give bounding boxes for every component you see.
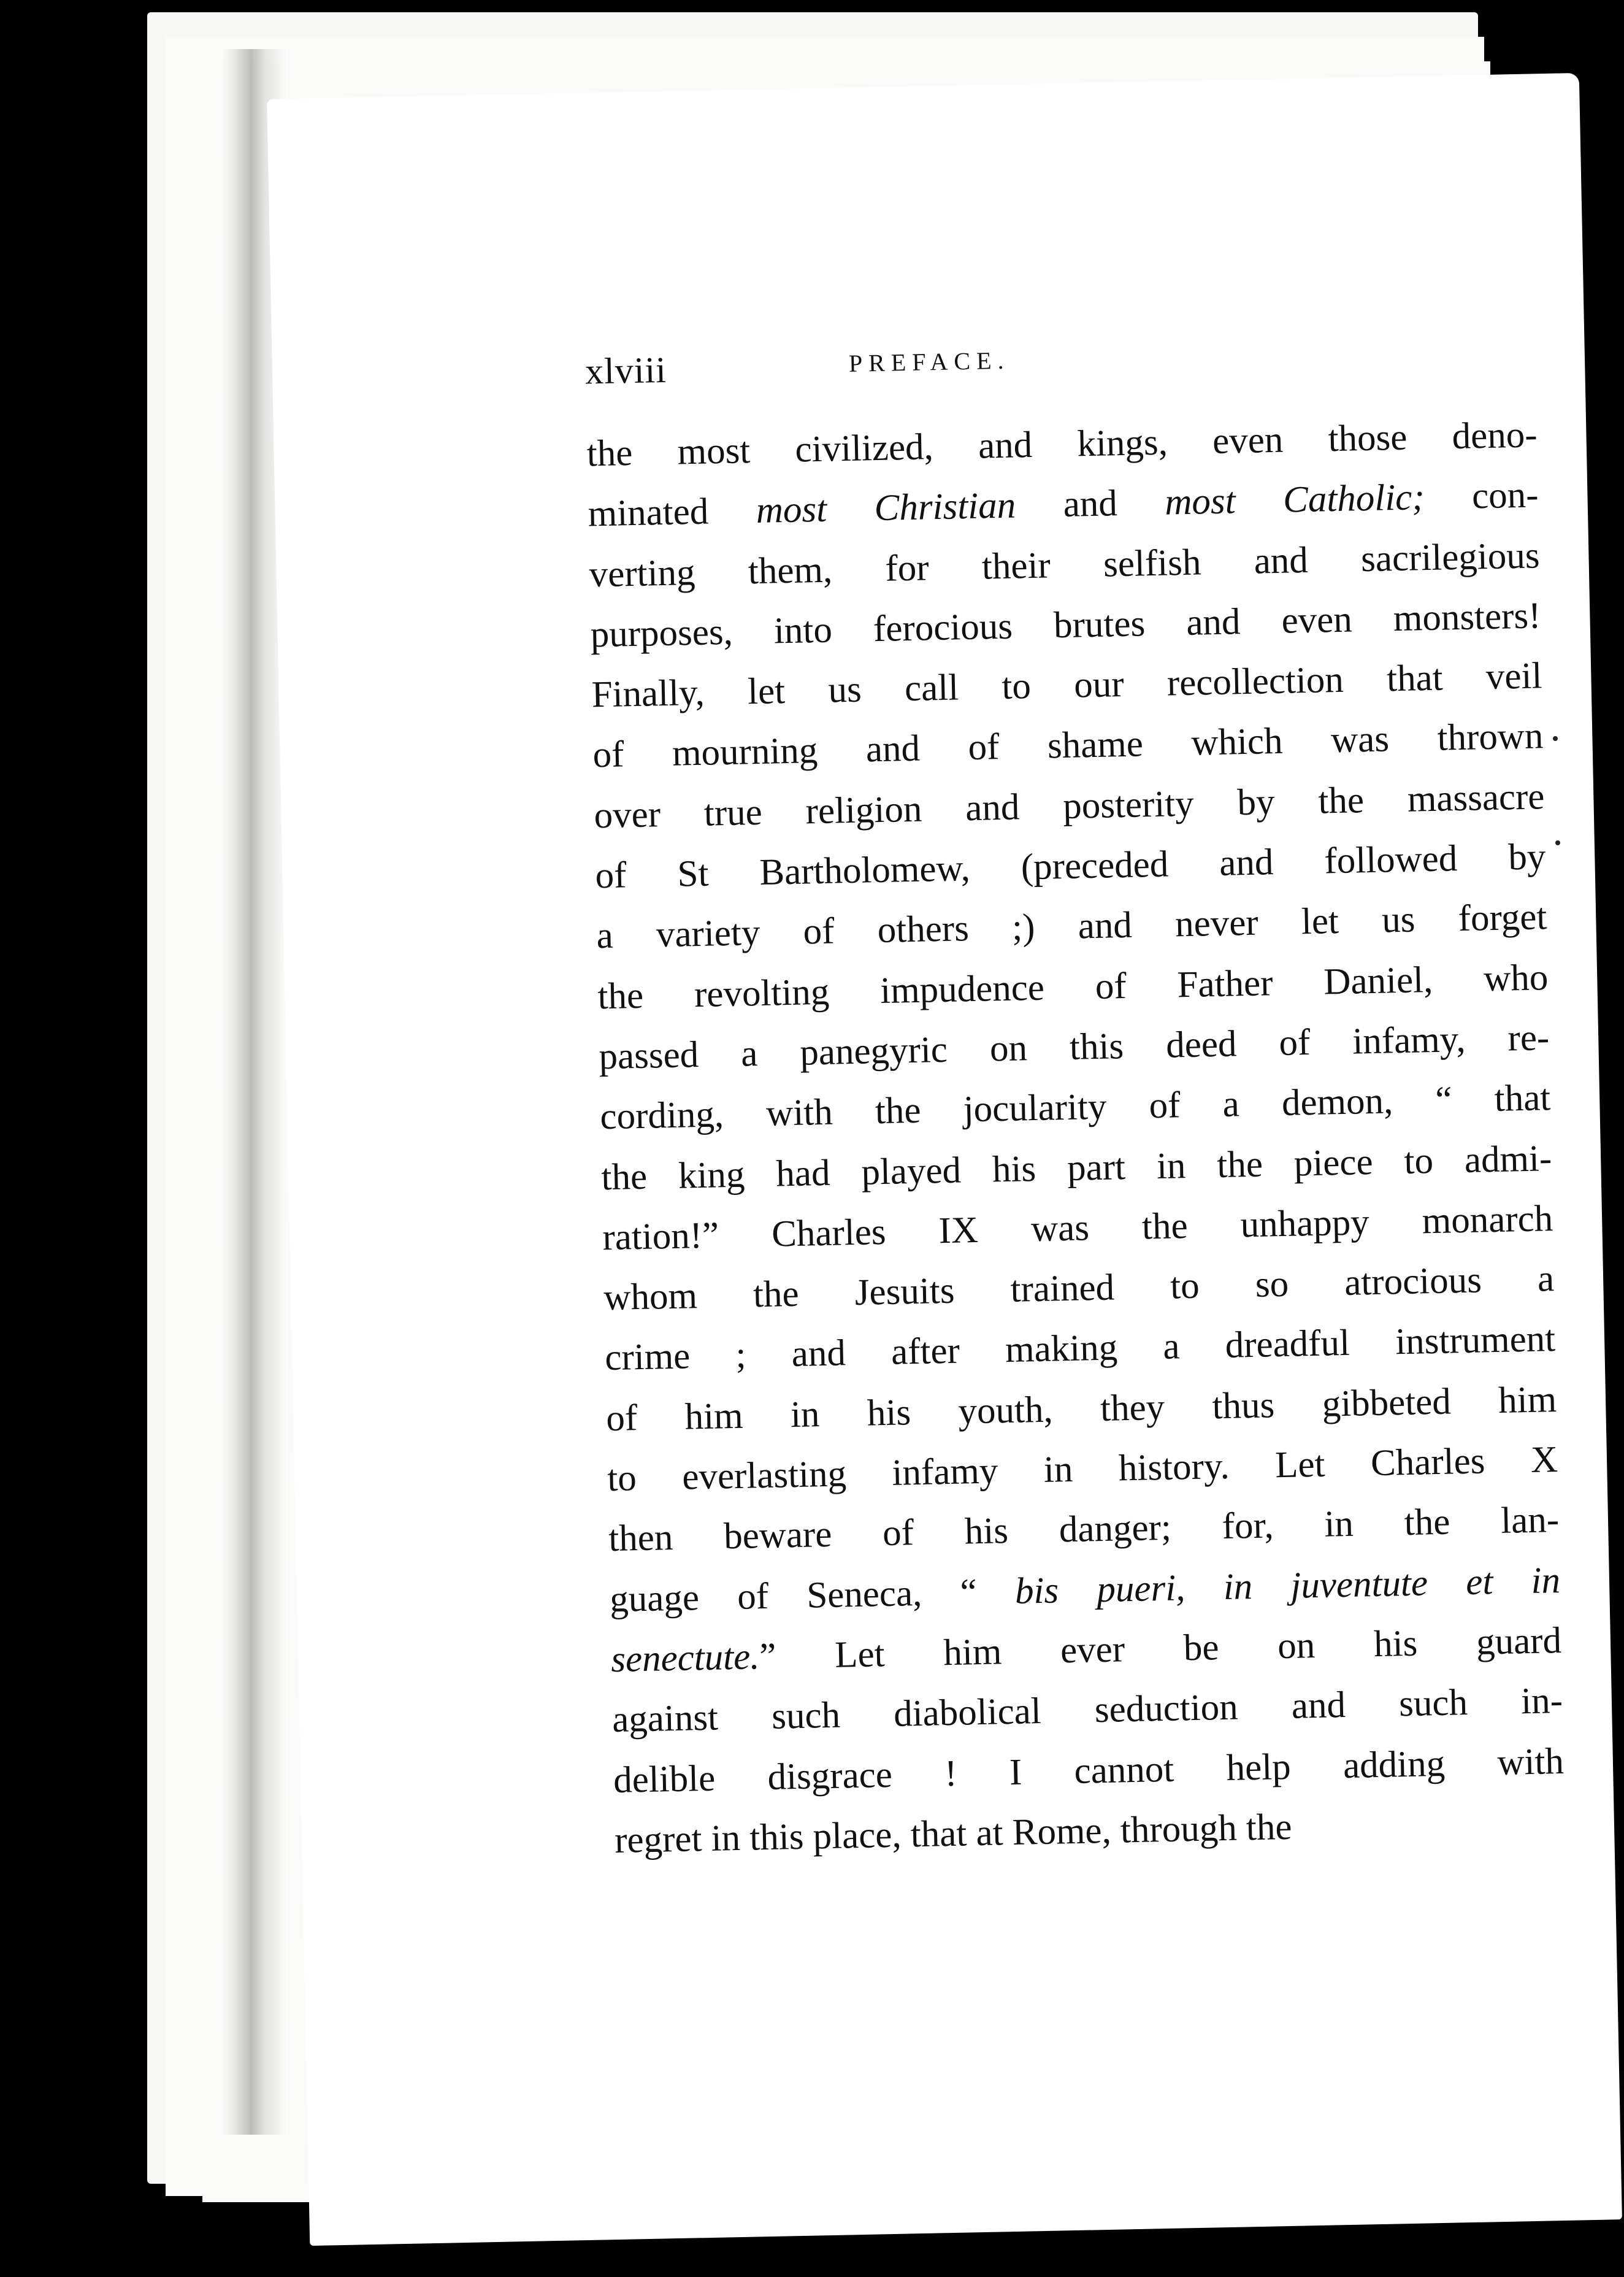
text-segment: of St Bartholomew, (preceded and followed by [594, 836, 1546, 897]
text-segment: ration!” Charles IX was the unhappy monarch [602, 1197, 1553, 1259]
text-segment: the revolting impudence of Father Daniel, who [597, 956, 1549, 1017]
text-segment: Finally, let us call to our recollection that veil [591, 655, 1543, 716]
text-segment: then beware of his danger; for, in the lan- [608, 1499, 1560, 1560]
text-segment: of mourning and of shame which was thrown [592, 715, 1544, 776]
text-segment: crime ; and after making a dreadful instrument [604, 1318, 1556, 1379]
text-segment: ” Let him ever be on his guard [759, 1619, 1562, 1678]
italic-text: bis pueri, in juventute et in [1014, 1559, 1561, 1612]
text-segment: the most civilized, and kings, even those deno- [586, 414, 1538, 475]
text-segment: minated [588, 490, 757, 535]
body-text [586, 405, 1566, 1871]
text-segment: delible disgrace ! I cannot help adding with [613, 1740, 1565, 1801]
page-header [584, 332, 1518, 418]
text-segment: and [1015, 482, 1166, 526]
text-segment: purposes, into ferocious brutes and even monsters! [590, 595, 1542, 656]
italic-text: senectute. [610, 1636, 760, 1681]
scan-speck [1553, 736, 1558, 741]
text-segment: a variety of others ;) and never let us forget [596, 896, 1547, 957]
text-segment: whom the Jesuits trained to so atrocious a [603, 1258, 1555, 1319]
text-segment: against such diabolical seduction and such in- [611, 1680, 1563, 1741]
text-segment: guage of Seneca, “ [609, 1570, 1016, 1620]
text-segment: the king had played his part in the piece to admi- [600, 1137, 1552, 1198]
italic-text: most Christian [756, 485, 1016, 532]
book-page [267, 73, 1622, 2246]
scan-speck [1555, 840, 1560, 845]
text-segment: con- [1423, 474, 1539, 518]
running-head: PREFACE. [848, 346, 1010, 377]
text-segment: regret in this place, that at Rome, through the [614, 1806, 1293, 1861]
text-segment: verting them, for their selfish and sacrilegious [589, 534, 1541, 596]
text-segment: to everlasting infamy in history. Let Charles X [607, 1439, 1558, 1500]
text-segment: cording, with the jocularity of a demon, “ that [599, 1077, 1551, 1138]
text-segment: over true religion and posterity by the massacre [593, 776, 1545, 837]
page-number: xlviii [584, 349, 667, 392]
text-segment: passed a panegyric on this deed of infamy, re- [598, 1017, 1550, 1078]
italic-text: most Catholic; [1164, 477, 1425, 523]
text-segment: of him in his youth, they thus gibbeted him [605, 1378, 1557, 1439]
